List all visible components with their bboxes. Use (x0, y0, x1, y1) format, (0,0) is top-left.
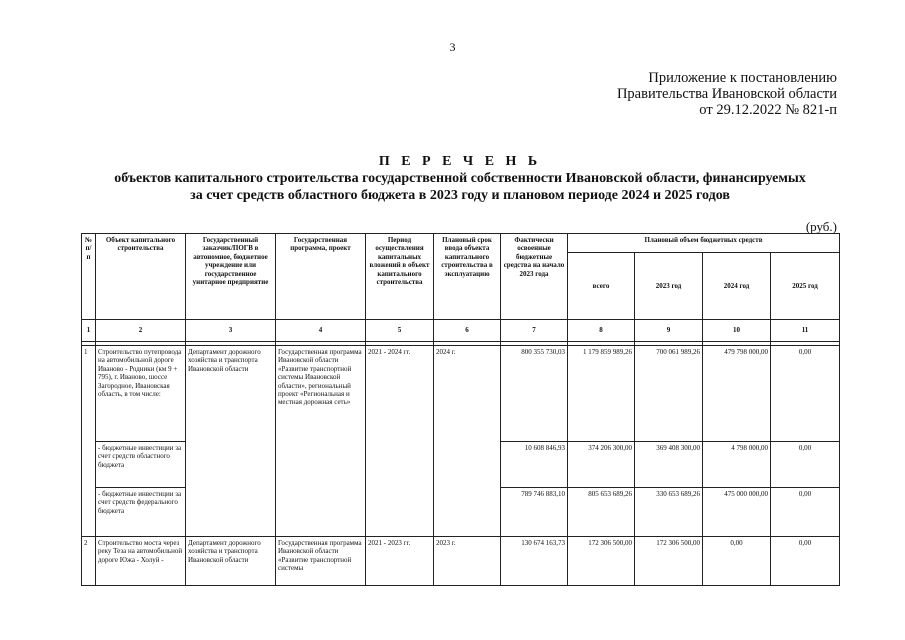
row-2024: 479 798 000,00 (703, 346, 771, 442)
header-2023: 2023 год (635, 253, 703, 320)
column-numbers-row (82, 320, 840, 342)
header-row (82, 234, 840, 253)
row-2024: 475 000 000,00 (703, 488, 771, 537)
header-program: Государственная программа, проект (276, 234, 366, 320)
row-actual: 800 355 730,03 (501, 346, 568, 442)
row-program: Государственная программа Ивановской области «Развитие транспортной системы Ивановской области», региональный проект «Региональная и местная дорожная сеть» (276, 346, 366, 537)
row-2024: 4 798 000,00 (703, 442, 771, 488)
header-object: Объект капитального строительства (96, 234, 186, 320)
row-2025: 0,00 (771, 442, 840, 488)
row-2023: 700 061 989,26 (635, 346, 703, 442)
row-num: 2 (82, 537, 96, 586)
table-row (82, 346, 840, 442)
header-period: Период осуществления капитальных вложений в объект капитального строительства (366, 234, 434, 320)
header-customer: Государственный заказчик/ПОГВ в автономное, бюджетное учреждение или государственное унитарное предприятие (186, 234, 276, 320)
title-line-2: объектов капитального строительства государственной собственности Ивановской области, финансируемых (114, 171, 806, 186)
row-commissioning: 2024 г. (434, 346, 501, 537)
row-2025: 0,00 (771, 346, 840, 442)
header-num: № п/п (82, 234, 96, 320)
column-number: 1 (82, 320, 96, 342)
row-2023: 172 306 500,00 (635, 537, 703, 586)
row-total: 805 653 689,26 (568, 488, 635, 537)
row-customer: Департамент дорожного хозяйства и транспорта Ивановской области (186, 537, 276, 586)
row-program: Государственная программа Ивановской области «Развитие транспортной системы (276, 537, 366, 586)
row-2023: 369 408 300,00 (635, 442, 703, 488)
row-total: 1 179 859 989,26 (568, 346, 635, 442)
document-title (80, 153, 840, 204)
appendix-line-3: от 29.12.2022 № 821-п (699, 102, 837, 118)
row-num: 1 (82, 346, 96, 537)
header-2024: 2024 год (703, 253, 771, 320)
row-object: Строительство путепровода на автомобильной дороге Иваново - Родники (км 9 + 795), г. Иваново, шоссе Загородное, Ивановская область, в том числе: (96, 346, 186, 442)
page-number: 3 (449, 40, 456, 54)
row-2023: 330 653 689,26 (635, 488, 703, 537)
column-number: 4 (276, 320, 366, 342)
header-actual: Фактически освоенные бюджетные средства на начало 2023 года (501, 234, 568, 320)
row-object: Строительство моста через реку Теза на автомобильной дороге Южа - Холуй - (96, 537, 186, 586)
row-actual: 10 608 846,93 (501, 442, 568, 488)
column-number: 8 (568, 320, 635, 342)
row-object: - бюджетные инвестиции за счет средств областного бюджета (96, 442, 186, 488)
column-number: 3 (186, 320, 276, 342)
row-period: 2021 - 2023 гг. (366, 537, 434, 586)
column-number: 5 (366, 320, 434, 342)
column-number: 10 (703, 320, 771, 342)
appendix-line-2: Правительства Ивановской области (616, 86, 837, 102)
header-commissioning: Плановый срок ввода объекта капитального строительства в эксплуатацию (434, 234, 501, 320)
row-actual: 130 674 163,73 (501, 537, 568, 586)
column-number: 6 (434, 320, 501, 342)
row-2025: 0,00 (771, 537, 840, 586)
row-commissioning: 2023 г. (434, 537, 501, 586)
row-period: 2021 - 2024 гг. (366, 346, 434, 537)
row-total: 172 306 500,00 (568, 537, 635, 586)
objects-table (81, 233, 840, 586)
header-2025: 2025 год (771, 253, 840, 320)
column-number: 7 (501, 320, 568, 342)
title-heading: П Е Р Е Ч Е Н Ь (378, 154, 542, 169)
appendix-block (617, 70, 837, 118)
title-line-3: за счет средств областного бюджета в 2023 году и плановом периоде 2024 и 2025 годов (190, 188, 730, 203)
row-2024: 0,00 (703, 537, 771, 586)
row-total: 374 206 300,00 (568, 442, 635, 488)
currency-unit: (руб.) (805, 219, 837, 234)
row-customer: Департамент дорожного хозяйства и транспорта Ивановской области (186, 346, 276, 537)
row-2025: 0,00 (771, 488, 840, 537)
header-planned-group: Плановый объем бюджетных средств (568, 234, 840, 253)
column-number: 2 (96, 320, 186, 342)
row-object: - бюджетные инвестиции за счет средств федерального бюджета (96, 488, 186, 537)
table-row (82, 537, 840, 586)
column-number: 11 (771, 320, 840, 342)
column-number: 9 (635, 320, 703, 342)
header-total: всего (568, 253, 635, 320)
appendix-line-1: Приложение к постановлению (648, 70, 837, 86)
row-actual: 789 746 883,10 (501, 488, 568, 537)
